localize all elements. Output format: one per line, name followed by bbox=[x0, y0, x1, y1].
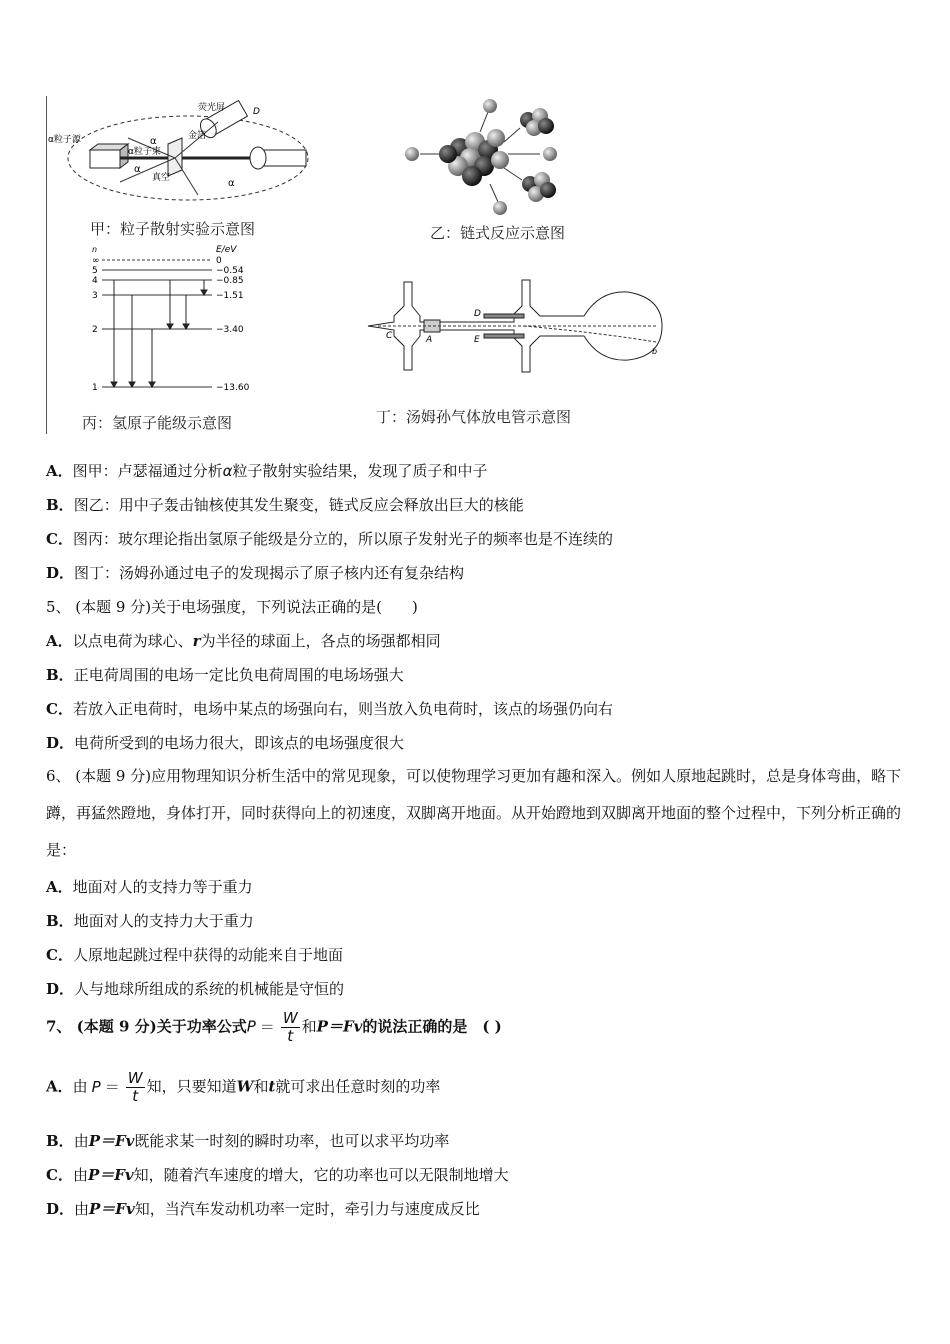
option-text: 图丁：汤姆孙通过电子的发现揭示了原子核内还有复杂结构 bbox=[74, 564, 465, 582]
fraction-denominator: t bbox=[132, 1087, 139, 1105]
option-text: 知，只要知道 bbox=[146, 1077, 237, 1096]
figure-jia-scattering bbox=[48, 100, 318, 210]
q6-option-c[interactable] bbox=[46, 944, 343, 965]
q6-option-d[interactable] bbox=[46, 978, 344, 999]
ding-label-c: C bbox=[386, 331, 393, 341]
q4-option-b[interactable] bbox=[46, 494, 524, 515]
option-text: 由 bbox=[72, 1166, 88, 1184]
bing-level-e: −0.54 bbox=[216, 266, 244, 276]
caption-jia: 甲：粒子散射实验示意图 bbox=[90, 220, 256, 238]
option-text: 既能求某一时刻的瞬时功率，也可以求平均功率 bbox=[134, 1132, 450, 1150]
bing-level-e: 0 bbox=[216, 256, 222, 266]
figure-yi-chain-reaction bbox=[400, 98, 580, 216]
formula-pfv: P＝Fv bbox=[87, 1166, 134, 1184]
option-label: B． bbox=[46, 912, 74, 930]
w-symbol: W bbox=[236, 1077, 254, 1096]
alpha-symbol: α bbox=[222, 462, 233, 480]
fraction-numerator: W bbox=[282, 1009, 298, 1027]
bing-axis-e: E/eV bbox=[216, 245, 237, 255]
q7-option-c[interactable] bbox=[46, 1164, 509, 1185]
option-text: 若放入正电荷时，电场中某点的场强向右，则当放入负电荷时，该点的场强仍向右 bbox=[72, 700, 613, 718]
q5-option-d[interactable] bbox=[46, 732, 404, 753]
jia-alpha-label: α bbox=[134, 164, 141, 175]
q7-stem-post: 的说法正确的是 ( ) bbox=[362, 1017, 502, 1036]
bing-level-e: −0.85 bbox=[216, 276, 244, 286]
power-fraction bbox=[126, 1070, 145, 1105]
ding-label-d: D bbox=[474, 309, 481, 319]
option-text: 粒子散射实验结果，发现了质子和中子 bbox=[232, 462, 488, 480]
q7-option-b[interactable] bbox=[46, 1130, 449, 1151]
option-label: C． bbox=[46, 1166, 73, 1184]
option-label: C． bbox=[46, 530, 73, 548]
option-text: 知，随着汽车速度的增大，它的功率也可以无限制地增大 bbox=[133, 1166, 509, 1184]
r-symbol: r bbox=[192, 632, 201, 650]
option-label: A． bbox=[46, 632, 73, 650]
option-label: D． bbox=[46, 1200, 75, 1218]
option-text: 由 bbox=[74, 1200, 90, 1218]
figure-left-border bbox=[46, 96, 47, 434]
figure-bing-energy-levels bbox=[86, 244, 266, 396]
option-text: 和 bbox=[253, 1077, 269, 1096]
formula-pfv: P＝Fv bbox=[89, 1200, 135, 1218]
ding-label-b: b bbox=[652, 347, 658, 356]
formula-p: P bbox=[246, 1017, 256, 1036]
caption-bing: 丙：氢原子能级示意图 bbox=[82, 414, 233, 432]
ding-label-e: E bbox=[474, 335, 480, 345]
bing-level-n: 3 bbox=[92, 291, 98, 301]
formula-p: P bbox=[91, 1077, 101, 1096]
option-text: 图甲：卢瑟福通过分析 bbox=[72, 462, 223, 480]
option-label: D． bbox=[46, 980, 75, 998]
option-text: 地面对人的支持力等于重力 bbox=[72, 878, 253, 896]
q7-stem-mid: 和 bbox=[301, 1017, 317, 1036]
option-label: B． bbox=[46, 666, 74, 684]
q5-option-a[interactable] bbox=[46, 630, 441, 651]
option-text: 图丙：玻尔理论指出氢原子能级是分立的，所以原子发射光子的频率也是不连续的 bbox=[72, 530, 613, 548]
jia-alpha-label: α bbox=[228, 178, 235, 189]
q4-option-d[interactable] bbox=[46, 562, 464, 583]
formula-pfv: P＝Fv bbox=[88, 1132, 135, 1150]
bing-level-n: 2 bbox=[92, 325, 98, 335]
option-text: 以点电荷为球心、 bbox=[72, 632, 193, 650]
option-text: 图乙：用中子轰击铀核使其发生聚变，链式反应会释放出巨大的核能 bbox=[73, 496, 524, 514]
option-text: 由 bbox=[72, 1077, 88, 1096]
option-label: D． bbox=[46, 734, 75, 752]
q4-option-c[interactable] bbox=[46, 528, 613, 549]
bing-axis-n: n bbox=[92, 245, 98, 254]
formula-pfv: P＝Fv bbox=[316, 1017, 363, 1036]
q6-stem: 6、 (本题 9 分)应用物理知识分析生活中的常见现象，可以使物理学习更加有趣和深入。例如人原地起跳时，总是身体弯曲，略下蹲，再猛然蹬地，身体打开，同时获得向上的初速度，双脚离开地面。从开始蹬地到双脚离开地面的整个过程中，下列分析正确的是： bbox=[46, 767, 902, 859]
q5-option-c[interactable] bbox=[46, 698, 613, 719]
option-label: A． bbox=[46, 878, 73, 896]
bing-level-n: ∞ bbox=[92, 256, 100, 266]
option-label: A． bbox=[46, 1077, 73, 1096]
figure-ding-thomson-tube bbox=[364, 276, 664, 376]
option-label: D． bbox=[46, 564, 75, 582]
bing-level-n: 4 bbox=[92, 276, 98, 286]
option-text: 为半径的球面上，各点的场强都相同 bbox=[200, 632, 441, 650]
option-text: 人与地球所组成的系统的机械能是守恒的 bbox=[74, 980, 345, 998]
option-text: 地面对人的支持力大于重力 bbox=[73, 912, 254, 930]
option-label: C． bbox=[46, 700, 73, 718]
power-fraction bbox=[281, 1010, 300, 1045]
option-label: B． bbox=[46, 1132, 74, 1150]
option-label: C． bbox=[46, 946, 73, 964]
q5-option-b[interactable] bbox=[46, 664, 404, 685]
bing-level-n: 1 bbox=[92, 383, 98, 393]
q7-stem-pre: 7、 (本题 9 分)关于功率公式 bbox=[46, 1017, 247, 1036]
t-symbol: t bbox=[268, 1077, 276, 1096]
formula-eq: ＝ bbox=[259, 1017, 275, 1036]
fraction-denominator: t bbox=[287, 1027, 294, 1045]
bing-level-e: −13.60 bbox=[216, 383, 250, 393]
q5-stem: 5、 (本题 9 分)关于电场强度，下列说法正确的是( ) bbox=[46, 598, 418, 616]
q6-option-a[interactable] bbox=[46, 876, 253, 897]
bing-level-e: −3.40 bbox=[216, 325, 244, 335]
jia-source-label: α粒子源 bbox=[48, 135, 81, 145]
q4-option-a[interactable] bbox=[46, 460, 488, 481]
formula-eq: ＝ bbox=[104, 1077, 120, 1096]
caption-yi: 乙：链式反应示意图 bbox=[430, 224, 566, 242]
option-text: 知，当汽车发动机功率一定时，牵引力与速度成反比 bbox=[134, 1200, 480, 1218]
option-text: 电荷所受到的电场力很大，即该点的电场强度很大 bbox=[74, 734, 405, 752]
jia-vacuum-label: 真空 bbox=[152, 173, 171, 183]
q6-option-b[interactable] bbox=[46, 910, 254, 931]
q7-option-d[interactable] bbox=[46, 1198, 480, 1219]
option-text: 就可求出任意时刻的功率 bbox=[275, 1077, 441, 1096]
jia-screen-label: 荧光屏 bbox=[198, 103, 226, 113]
q7-option-a[interactable] bbox=[46, 1070, 440, 1105]
jia-microscope-label: D bbox=[253, 107, 260, 117]
jia-beam-label: α粒子束 bbox=[128, 147, 161, 157]
option-label: A． bbox=[46, 462, 73, 480]
option-text: 正电荷周围的电场一定比负电荷周围的电场场强大 bbox=[73, 666, 404, 684]
jia-foil-label: 金箔 bbox=[188, 131, 207, 141]
ding-label-a: A bbox=[426, 335, 433, 345]
caption-ding: 丁：汤姆孙气体放电管示意图 bbox=[376, 408, 572, 426]
bing-level-e: −1.51 bbox=[216, 291, 244, 301]
option-label: B． bbox=[46, 496, 74, 514]
option-text: 人原地起跳过程中获得的动能来自于地面 bbox=[72, 946, 343, 964]
bing-level-n: 5 bbox=[92, 266, 98, 276]
jia-alpha-label: α bbox=[150, 136, 157, 147]
q7-stem bbox=[46, 1010, 502, 1045]
fraction-numerator: W bbox=[127, 1069, 143, 1087]
physics-figure-panel bbox=[46, 96, 658, 436]
option-text: 由 bbox=[73, 1132, 89, 1150]
